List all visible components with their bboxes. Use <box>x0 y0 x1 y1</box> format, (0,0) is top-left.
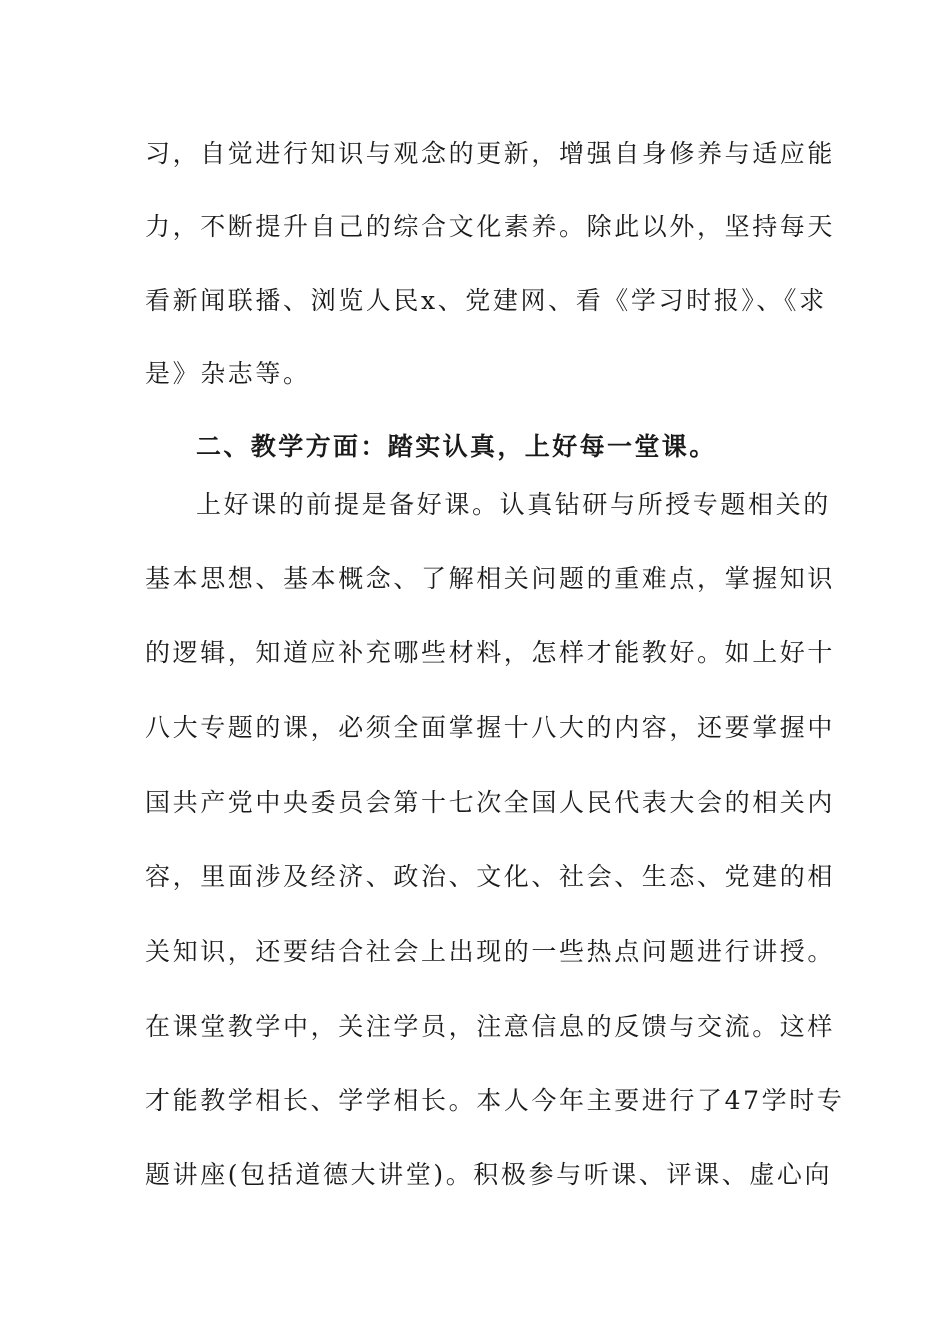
body-text-line: 关知识，还要结合社会上出现的一些热点问题进行讲授。 <box>145 937 836 966</box>
section-heading: 二、教学方面：踏实认真，上好每一堂课。 <box>196 432 717 461</box>
body-text-line: 容，里面涉及经济、政治、文化、社会、生态、党建的相 <box>145 862 836 891</box>
paragraph-first-line: 上好课的前提是备好课。认真钻研与所授专题相关的 <box>196 490 831 519</box>
body-text-line: 习，自觉进行知识与观念的更新，增强自身修养与适应能 <box>145 139 836 168</box>
body-text-line: 基本思想、基本概念、了解相关问题的重难点，掌握知识 <box>145 564 836 593</box>
body-text-line: 的逻辑，知道应补充哪些材料，怎样才能教好。如上好十 <box>145 638 836 667</box>
body-text-line: 在课堂教学中，关注学员，注意信息的反馈与交流。这样 <box>145 1012 836 1041</box>
body-text-line: 才能教学相长、学学相长。本人今年主要进行了47学时专 <box>145 1086 845 1115</box>
body-text-line: 八大专题的课，必须全面掌握十八大的内容，还要掌握中 <box>145 713 836 742</box>
body-text-line: 看新闻联播、浏览人民x、党建网、看《学习时报》、《求 <box>145 286 827 315</box>
body-text-line: 力，不断提升自己的综合文化素养。除此以外，坚持每天 <box>145 212 836 241</box>
body-text-line: 题讲座(包括道德大讲堂)。积极参与听课、评课、虚心向 <box>145 1160 833 1189</box>
body-text-line: 是》杂志等。 <box>145 359 311 388</box>
body-text-line: 国共产党中央委员会第十七次全国人民代表大会的相关内 <box>145 788 836 817</box>
